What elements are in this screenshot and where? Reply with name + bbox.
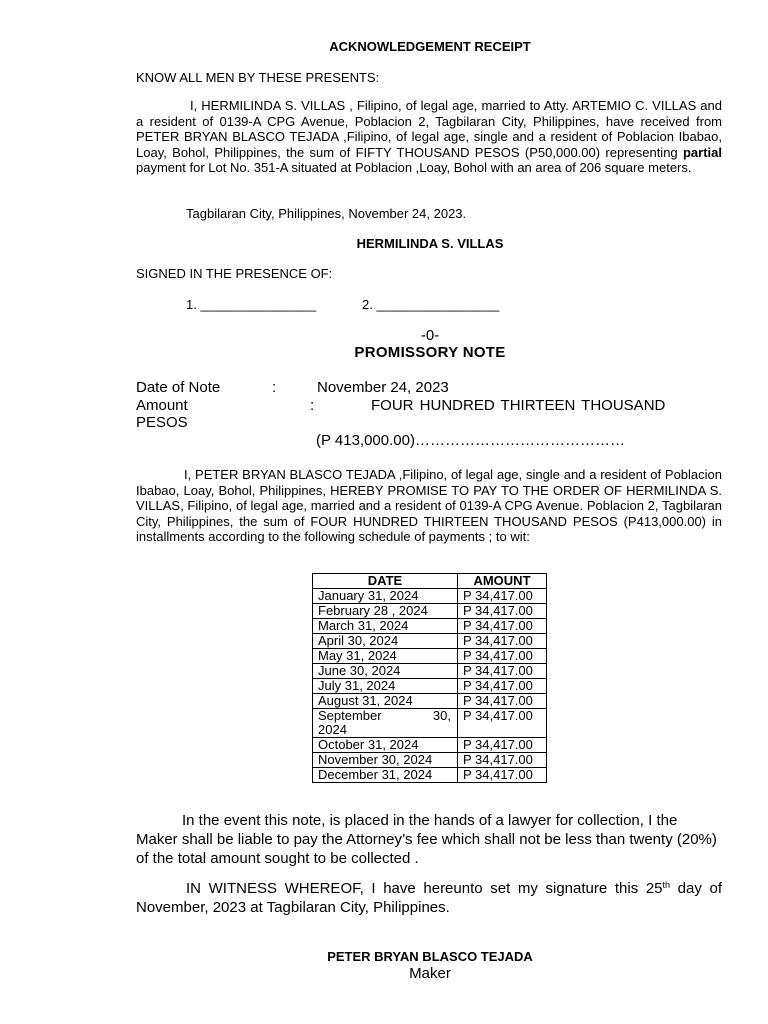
know-all-heading: KNOW ALL MEN BY THESE PRESENTS: — [136, 70, 380, 85]
row-amount: P 34,417.00 — [458, 664, 547, 679]
maker-role: Maker — [409, 965, 451, 982]
row-date: March 31, 2024 — [313, 619, 458, 634]
witness-text: IN WITNESS WHEREOF, I have hereunto set my signature this 25 — [186, 880, 663, 897]
row-date: July 31, 2024 — [313, 679, 458, 694]
amount-label: Amount — [136, 397, 188, 414]
amount-words: FOUR HUNDRED THIRTEEN THOUSAND — [371, 397, 666, 414]
table-row — [313, 768, 547, 783]
row-amount: P 34,417.00 — [458, 709, 547, 738]
row-date: October 31, 2024 — [313, 738, 458, 753]
signed-presence-heading: SIGNED IN THE PRESENCE OF: — [136, 266, 333, 281]
row-amount: P 34,417.00 — [458, 649, 547, 664]
receipt-place-date: Tagbilaran City, Philippines, November 24, 2023. — [186, 206, 467, 221]
row-amount: P 34,417.00 — [458, 604, 547, 619]
row-date: November 30, 2024 — [313, 753, 458, 768]
maker-name: PETER BRYAN BLASCO TEJADA — [327, 949, 533, 964]
payment-schedule-table — [312, 573, 547, 783]
date-of-note-value: November 24, 2023 — [317, 379, 449, 396]
date-of-note-colon: : — [272, 379, 277, 396]
table-row — [313, 604, 547, 619]
row-date-month: September — [318, 708, 382, 723]
receipt-signer: HERMILINDA S. VILLAS — [356, 236, 504, 251]
row-date-day: 30, — [432, 708, 451, 723]
row-date: May 31, 2024 — [313, 649, 458, 664]
receipt-body — [136, 98, 722, 176]
witness-line-1: 1. ________________ — [186, 297, 317, 312]
row-date-year: 2024 — [318, 722, 347, 737]
witness-clause — [136, 879, 722, 917]
amount-words-cont: PESOS — [136, 414, 188, 431]
table-row — [313, 694, 547, 709]
promissory-body — [136, 467, 722, 545]
row-date: December 31, 2024 — [313, 768, 458, 783]
row-amount: P 34,417.00 — [458, 679, 547, 694]
row-date: June 30, 2024 — [313, 664, 458, 679]
table-row — [313, 664, 547, 679]
table-row — [313, 634, 547, 649]
amount-column-header: AMOUNT — [458, 574, 547, 589]
row-date: April 30, 2024 — [313, 634, 458, 649]
row-amount: P 34,417.00 — [458, 753, 547, 768]
row-amount: P 34,417.00 — [458, 694, 547, 709]
table-row — [313, 753, 547, 768]
promissory-note-title: PROMISSORY NOTE — [354, 344, 506, 361]
row-date: August 31, 2024 — [313, 694, 458, 709]
table-row — [313, 649, 547, 664]
table-row — [313, 709, 547, 738]
row-date: January 31, 2024 — [313, 589, 458, 604]
row-amount: P 34,417.00 — [458, 589, 547, 604]
date-of-note-label: Date of Note — [136, 379, 221, 396]
table-row — [313, 679, 547, 694]
row-amount: P 34,417.00 — [458, 619, 547, 634]
attorney-fee-text: In the event this note, is placed in the hands of a lawyer for collection, I the Maker shall be liable to pay the Attorney’s fee which shall not be less than twenty (20%) of the total amount sought to be collected . — [136, 812, 717, 867]
receipt-body-text: I, HERMILINDA S. VILLAS , Filipino, of legal age, married to Atty. ARTEMIO C. VILLAS and a resident of 0139-A CPG Avenue, Poblacion 2, Tagbilaran City, Philippines, have received from PETER BRYAN BLASCO TEJADA ,Filipino, of legal age, single and a resident of Poblacion Ibabao, Loay, Bohol, Philippines, the sum of FIFTY THOUSAND PESOS (P50,000.00) representing — [136, 98, 722, 160]
row-amount: P 34,417.00 — [458, 738, 547, 753]
witness-text-end: day of November, 2023 at Tagbilaran City, Philippines. — [136, 880, 722, 916]
witness-ordinal-suffix: th — [662, 880, 671, 890]
row-amount: P 34,417.00 — [458, 634, 547, 649]
table-row — [313, 619, 547, 634]
table-row — [313, 738, 547, 753]
receipt-body-bold: partial — [682, 144, 722, 160]
section-separator: -0- — [420, 327, 440, 344]
witness-line-2: 2. _________________ — [362, 297, 500, 312]
row-amount: P 34,417.00 — [458, 768, 547, 783]
promissory-body-text: I, PETER BRYAN BLASCO TEJADA ,Filipino, of legal age, single and a resident of Poblacion Ibabao, Loay, Bohol, Philippines, HEREBY PROMISE TO PAY TO THE ORDER OF HERMILINDA S. VILLAS, Filipino, of legal age, married and a resident of 0139-A CPG Avenue. Poblacion 2, Tagbilaran City, Philippines, the sum of FOUR HUNDRED THIRTEEN THOUSAND PESOS (P413,000.00) in installments according to the following schedule of payments ; to wit: — [136, 467, 722, 544]
amount-figure: (P 413,000.00)…………………………………… — [316, 432, 625, 449]
receipt-body-text-end: payment for Lot No. 351-A situated at Poblacion ,Loay, Bohol with an area of 206 square meters. — [136, 160, 692, 175]
row-date: February 28 , 2024 — [313, 604, 458, 619]
amount-colon: : — [310, 397, 315, 414]
table-header-row — [313, 574, 547, 589]
table-row — [313, 589, 547, 604]
attorney-fee-clause — [136, 811, 722, 868]
row-date — [313, 709, 458, 738]
receipt-title: ACKNOWLEDGEMENT RECEIPT — [329, 39, 531, 54]
date-column-header: DATE — [313, 574, 458, 589]
